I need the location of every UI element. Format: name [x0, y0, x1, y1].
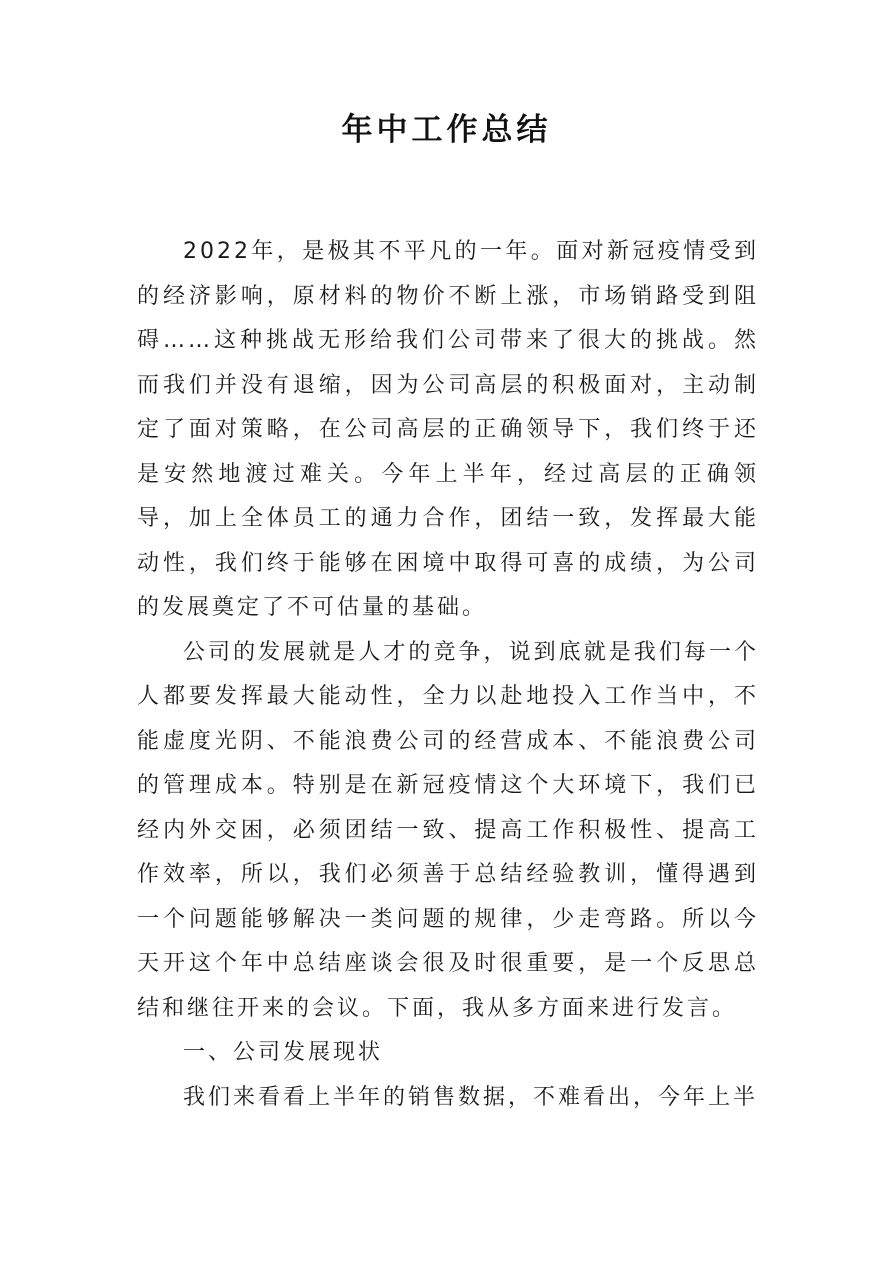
- section-heading: 一、公司发展现状: [183, 1040, 384, 1065]
- paragraph-intro: 2022年，是极其不平凡的一年。面对新冠疫情受到的经济影响，原材料的物价不断上涨，市场销路受到阻碍……这种挑战无形给我们公司带来了很大的挑战。然而我们并没有退缩，因为公司高层的积极面对，主动制定了面对策略，在公司高层的正确领导下，我们终于还是安然地渡过难关。今年上半年，经过高层的正确领导，加上全体员工的通力合作，团结一致，发挥最大能动性，我们终于能够在困境中取得可喜的成绩，为公司的发展奠定了不可估量的基础。: [137, 239, 759, 620]
- paragraph-talent: 公司的发展就是人才的竞争，说到底就是我们每一个人都要发挥最大能动性，全力以赴地投入工作当中，不能虚度光阴、不能浪费公司的经营成本、不能浪费公司的管理成本。特别是在新冠疫情这个大环境下，我们已经内外交困，必须团结一致、提高工作积极性、提高工作效率，所以，我们必须善于总结经验教训，懂得遇到一个问题能够解决一类问题的规律，少走弯路。所以今天开这个年中总结座谈会很及时很重要，是一个反思总结和继往开来的会议。下面，我从多方面来进行发言。: [137, 639, 759, 1021]
- document-title: 年中工作总结: [341, 112, 552, 148]
- document-body: [137, 230, 759, 1120]
- paragraph-sales: 我们来看看上半年的销售数据，不难看出，今年上半: [183, 1084, 759, 1110]
